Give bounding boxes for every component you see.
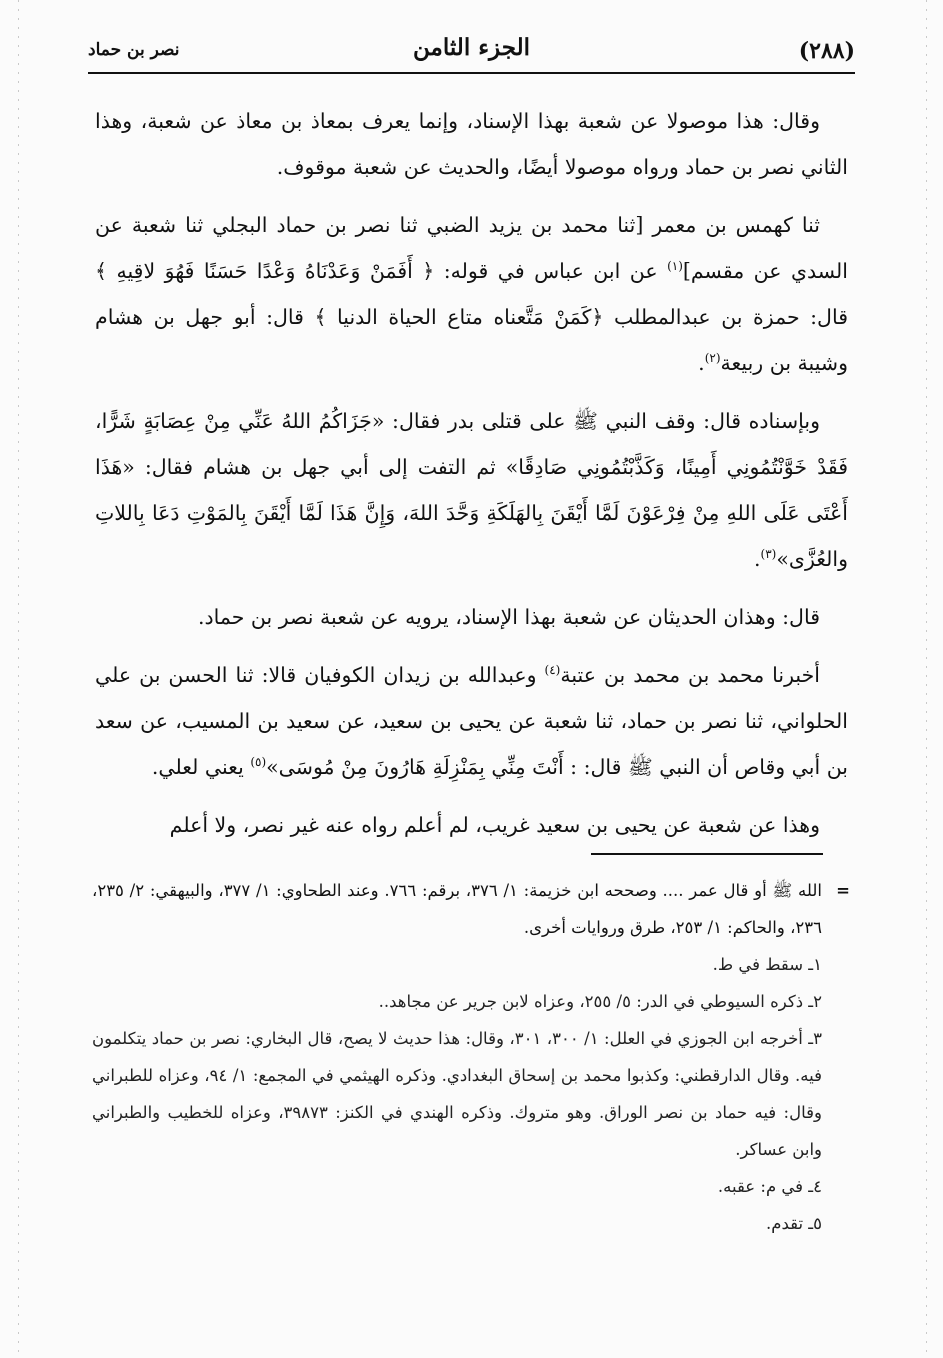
paragraph xyxy=(95,652,848,790)
paragraph-text: أخبرنا محمد بن محمد بن عتبة xyxy=(560,663,820,687)
paragraph: قال: وهذان الحديثان عن شعبة بهذا الإسناد، يرويه عن شعبة نصر بن حماد. xyxy=(197,605,820,629)
running-author: نصر بن حماد xyxy=(88,40,180,60)
footnote-ref[interactable]: (٢) xyxy=(704,351,721,366)
footnote: ٢ـ ذكره السيوطي في الدر: ٥/ ٢٥٥، وعزاه لابن جرير عن مجاهد.. xyxy=(378,992,822,1011)
footnote-continuation xyxy=(92,872,848,946)
paragraph: وبإسناده قال: وقف النبي ﷺ على قتلى بدر فقال: «جَزَاكُمُ اللهُ عَنِّي مِنْ عِصَابَةٍ شَرًّا، فَقَدْ خَوَّنْتُمُونِي أَمِينًا، وَكَذَّبْتُمُونِي صَادِقًا» ثم التفت إلى أبي جهل بن هشام فقال: «هَذَا أَعْتَى عَلَى اللهِ مِنْ فِرْعَوْنَ لَمَّا أَيْقَنَ بِالهَلَكَةِ وَحَّدَ اللهَ، وَإِنَّ هَذَا لَمَّا أَيْقَنَ بِالمَوْتِ دَعَا بِاللاتِ والعُزَّى»$^{(٣)}$. xyxy=(95,409,848,571)
page-header xyxy=(88,22,855,74)
footnote: ٤ـ في م: عقبه. xyxy=(717,1177,822,1196)
paragraph-text: وبإسناده قال: وقف النبي ﷺ على قتلى بدر فقال: «جَزَاكُمُ اللهُ عَنِّي مِنْ عِصَابَةٍ شَرًّا، فَقَدْ خَوَّنْتُمُونِي أَمِينًا، وَكَذَّبْتُمُونِي صَادِقًا» ثم التفت إلى أبي جهل بن هشام فقال: «هَذَا أَعْتَى عَلَى اللهِ مِنْ فِرْعَوْنَ لَمَّا أَيْقَنَ بِالهَلَكَةِ وَحَّدَ اللهَ، وَإِنَّ هَذَا لَمَّا أَيْقَنَ بِالمَوْتِ دَعَا بِاللاتِ والعُزَّى» xyxy=(95,409,848,571)
paragraph-text: يعني لعلي. xyxy=(151,755,244,779)
footnote: ٣ـ أخرجه ابن الجوزي في العلل: ١/ ٣٠٠، ٣٠١، وقال: هذا حديث لا يصح، قال البخاري: نصر بن حماد يتكلمون فيه. وقال الدارقطني: وكذبوا محمد بن إسحاق البغدادي. وذكره الهيثمي في المجمع: ١/ ٩٤، وعزاه للطبراني وقال: فيه حماد بن نصر الوراق. وهو متروك. وذكره الهندي في الكنز: ٣٩٨٧٣، وعزاه للخطيب والطبراني وابن عساكر. xyxy=(92,1029,823,1159)
scan-margin-dots xyxy=(926,0,927,1358)
paragraph-text: وعبدالله بن زيدان الكوفيان قالا: ثنا الحسن بن علي الحلواني، ثنا نصر بن حماد، ثنا شعبة عن يحيى بن سعيد، عن سعيد بن المسيب، عن سعد بن أبي وقاص أن النبي ﷺ قال: : أَنْتَ مِنِّي بِمَنْزِلَةِ هَارُونَ مِنْ مُوسَى» xyxy=(95,663,848,779)
scan-margin-dots xyxy=(18,0,19,1358)
paragraph: وهذا عن شعبة عن يحيى بن سعيد غريب، لم أعلم رواه عنه غير نصر، ولا أعلم xyxy=(169,813,820,837)
footnote: ٥ـ تقدم. xyxy=(765,1214,822,1233)
volume-title: الجزء الثامن xyxy=(413,34,530,61)
paragraph-text: عن ابن عباس في قوله: ﴿ أَفَمَنْ وَعَدْنَاهُ وَعْدًا حَسَنًا فَهُوَ لاقِيهِ ﴾ قال: حمزة بن عبدالمطلب ﴿كَمَنْ مَتَّعناه متاع الحياة الدنيا ﴾ قال: أبو جهل بن هشام وشيبة بن ربيعة xyxy=(95,259,848,375)
footnote-ref[interactable]: (٤) xyxy=(544,663,561,678)
footnote-separator xyxy=(591,853,823,855)
main-text xyxy=(95,98,848,860)
footnote-ref[interactable]: (٣) xyxy=(760,547,777,562)
footnotes xyxy=(92,872,848,1242)
page-number: (٢٨٨) xyxy=(798,38,855,64)
paragraph-text: ثنا كهمس بن معمر [ثنا محمد بن يزيد الضبي ثنا نصر بن حماد البجلي ثنا شعبة عن السدي عن مقسم] xyxy=(95,213,848,283)
footnote-ref[interactable]: (٥) xyxy=(250,755,267,770)
footnote: ١ـ سقط في ط. xyxy=(712,955,822,974)
footnote-text: الله ﷺ أو قال عمر .... وصححه ابن خزيمة: ١/ ٣٧٦، برقم: ٧٦٦. وعند الطحاوي: ١/ ٣٧٧، والبيهقي: ٢/ ٢٣٥، ٢٣٦، والحاكم: ١/ ٢٥٣، طرق وروايات أخرى. xyxy=(92,881,822,937)
paragraph: ثنا كهمس بن معمر [ثنا محمد بن يزيد الضبي ثنا نصر بن حماد البجلي ثنا شعبة عن السدي عن مقسم]$^{(١)}$ عن ابن عباس في قوله: ﴿ أَفَمَنْ وَعَدْنَاهُ وَعْدًا حَسَنًا فَهُوَ لاقِيهِ ﴾ قال: حمزة بن عبدالمطلب ﴿كَمَنْ مَتَّعناه متاع الحياة الدنيا ﴾ قال: أبو جهل بن هشام وشيبة بن ربيعة$^{(٢)}$. xyxy=(95,213,848,375)
paragraph: وقال: هذا موصولا عن شعبة بهذا الإسناد، وإنما يعرف بمعاذ بن معاذ عن شعبة، وهذا الثاني نصر بن حماد ورواه موصولا أيضًا، والحديث عن شعبة موقوف. xyxy=(95,109,848,179)
continuation-mark: = xyxy=(836,881,850,900)
footnote-ref[interactable]: (١) xyxy=(667,259,683,274)
